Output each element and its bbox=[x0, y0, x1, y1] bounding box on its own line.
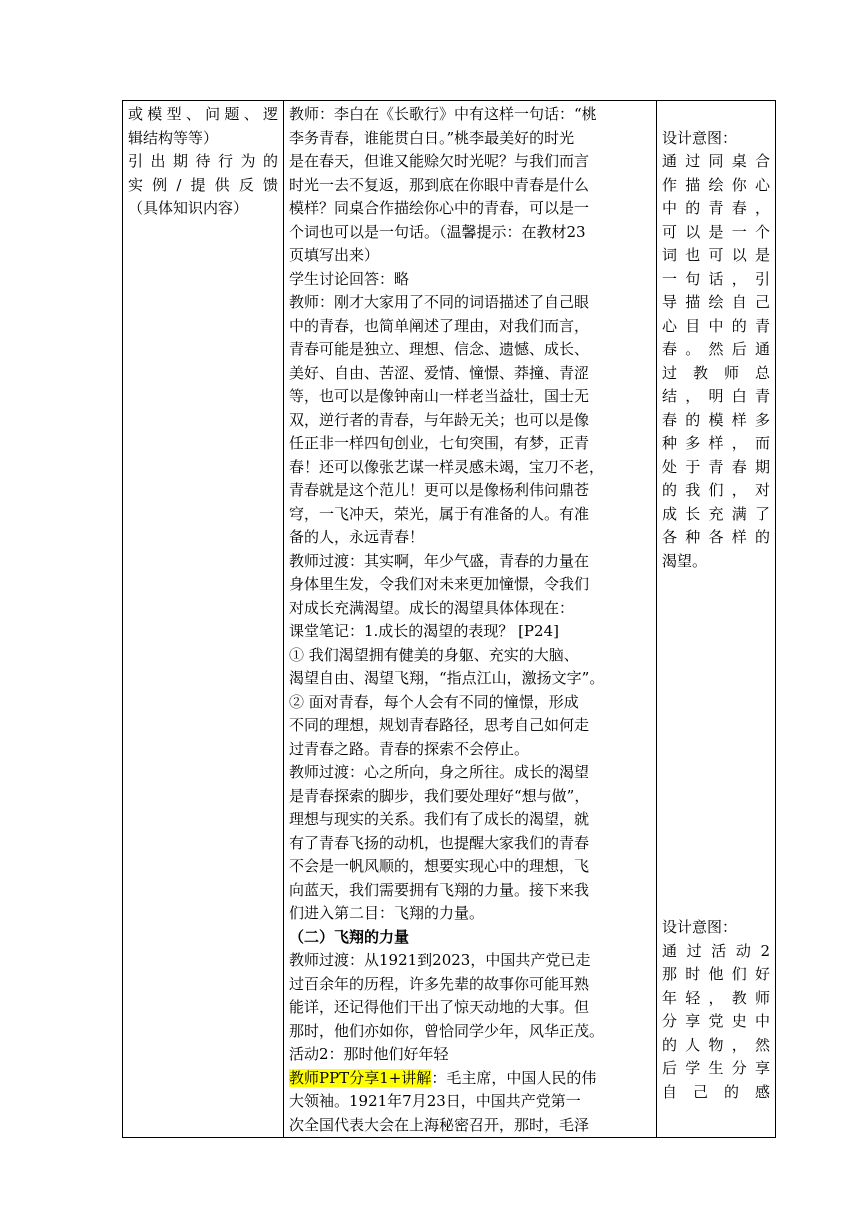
text-line: ② 面对青春，每个人会有不同的憧憬，形成 bbox=[289, 692, 579, 711]
text-line: 可以是一个 bbox=[662, 222, 770, 241]
text-line: 不同的理想，规划青春路径，思考自己如何走 bbox=[289, 716, 590, 734]
text-line: 身体里生发，令我们对未来更加憧憬，令我们 bbox=[289, 575, 590, 593]
text-line: 等，也可以是像钟南山一样老当益壮，国士无 bbox=[289, 387, 590, 405]
text-line: 活动2：那时他们好年轻 bbox=[289, 1045, 449, 1063]
text-line: 成长充满了 bbox=[662, 504, 770, 523]
text-line: 通过活动2 bbox=[662, 941, 770, 960]
text-line: 有了青春飞扬的动机，也提醒大家我们的青春 bbox=[289, 833, 590, 852]
text-line: 词也可以是 bbox=[662, 246, 770, 264]
text-line: 自 己 的 感 bbox=[662, 1082, 770, 1101]
text-line: 中的青春， bbox=[662, 199, 770, 217]
text-line: 实例/提供反馈 bbox=[128, 175, 278, 194]
section-title: （二）飞翔的力量 bbox=[289, 927, 410, 946]
text-line: 处于青春期 bbox=[662, 457, 770, 476]
text-line: 是青春探索的脚步，我们要处理好“想与做”， bbox=[289, 786, 590, 805]
text-line: 穹，一飞冲天，荣光，属于有准备的人。有准 bbox=[289, 504, 590, 523]
text-line: 教师过渡：从1921到2023，中国共产党已走 bbox=[289, 951, 591, 969]
text-line: （具体知识内容） bbox=[128, 199, 249, 217]
text-line: 教师：李白在《长歌行》中有这样一句话：“桃 bbox=[289, 105, 597, 123]
text-line: 的人物，然 bbox=[662, 1035, 770, 1054]
text-line: 过青春之路。青春的探索不会停止。 bbox=[289, 739, 530, 758]
text-line: 作描绘你心 bbox=[662, 175, 770, 194]
design-intent-2 bbox=[662, 916, 770, 1104]
text-line: 引出期待行为的 bbox=[128, 152, 278, 170]
text-line: 渴望。 bbox=[662, 551, 708, 570]
text-line: ① 我们渴望拥有健美的身躯、充实的大脑、 bbox=[289, 645, 579, 664]
text-line: 心目中的青 bbox=[662, 316, 770, 335]
text-line: 青春可能是独立、理想、信念、遗憾、成长、 bbox=[289, 340, 590, 358]
teaching-process-cell bbox=[284, 101, 657, 1138]
activity-text-continued bbox=[289, 1090, 651, 1137]
text-line: 各种各样的 bbox=[662, 528, 770, 546]
text-line: 备的人，永远青春！ bbox=[289, 528, 425, 546]
text-line: 们进入第二目：飞翔的力量。 bbox=[289, 904, 485, 922]
highlight-line bbox=[289, 1067, 651, 1091]
text-line: 过 教 师 总 bbox=[662, 363, 770, 382]
text-line: 通过同桌合 bbox=[662, 152, 770, 170]
text-line: 模样？同桌合作描绘你心中的青春，可以是一 bbox=[289, 199, 590, 217]
design-intent-1 bbox=[662, 127, 770, 574]
text-line: 那时，他们亦如你，曾恰同学少年，风华正茂。 bbox=[289, 1021, 605, 1040]
text-line: 大领袖。1921年7月23日，中国共产党第一 bbox=[289, 1092, 581, 1110]
text-line: 对成长充满渴望。成长的渴望具体体现在： bbox=[289, 598, 575, 617]
objective-cell bbox=[123, 101, 284, 1138]
text-line: 春。然后通 bbox=[662, 340, 770, 358]
text-line: 那时他们好 bbox=[662, 965, 770, 983]
text-line: 分享党史中 bbox=[662, 1012, 770, 1030]
highlight-rest: ：毛主席，中国人民的伟 bbox=[431, 1068, 597, 1087]
text-line: 结，明白青 bbox=[662, 387, 770, 405]
table-row bbox=[123, 101, 776, 1138]
text-line: 页填写出来） bbox=[289, 246, 380, 264]
text-line: 双，逆行者的青春，与年龄无关；也可以是像 bbox=[289, 410, 590, 429]
text-line: 中的青春，也简单阐述了理由，对我们而言， bbox=[289, 316, 590, 335]
text-line: 过百余年的历程，许多先辈的故事你可能耳熟 bbox=[289, 974, 590, 993]
text-line: 年轻，教师 bbox=[662, 988, 770, 1007]
text-line: 次全国代表大会在上海秘密召开，那时，毛泽 bbox=[289, 1115, 590, 1134]
text-line: 向蓝天，我们需要拥有飞翔的力量。接下来我 bbox=[289, 880, 590, 899]
text-line: 渴望自由、渴望飞翔，“指点江山，激扬文字”。 bbox=[289, 669, 605, 687]
text-line: 学生讨论回答：略 bbox=[289, 269, 410, 288]
design-intent-cell bbox=[657, 101, 776, 1138]
text-line: 青春就是这个范儿！更可以是像杨利伟问鼎苍 bbox=[289, 481, 590, 499]
text-line: 春！还可以像张艺谋一样灵感未竭，宝刀不老， bbox=[289, 457, 605, 476]
activity-text bbox=[289, 949, 651, 1067]
text-line: 春的模样多 bbox=[662, 410, 770, 429]
objective-text bbox=[128, 103, 278, 221]
text-line: 种多样，而 bbox=[662, 434, 770, 452]
text-line: 或模型、问题、逻 bbox=[128, 105, 278, 123]
text-line: 个词也可以是一句话。（温馨提示：在教材23 bbox=[289, 222, 586, 241]
text-line: 教师：刚才大家用了不同的词语描述了自己眼 bbox=[289, 293, 590, 311]
text-line: 教师过渡：其实啊，年少气盛，青春的力量在 bbox=[289, 551, 590, 570]
text-line: 能详，还记得他们干出了惊天动地的大事。但 bbox=[289, 998, 590, 1016]
text-line: 后学生分享 bbox=[662, 1059, 770, 1077]
text-line: 美好、自由、苦涩、爱情、憧憬、莽撞、青涩 bbox=[289, 363, 590, 382]
text-line: 导描绘自己 bbox=[662, 293, 770, 311]
text-line: 设计意图： bbox=[662, 128, 738, 147]
text-line: 设计意图： bbox=[662, 918, 738, 936]
text-line: 的我们，对 bbox=[662, 481, 770, 499]
text-line: 理想与现实的关系。我们有了成长的渴望，就 bbox=[289, 810, 590, 828]
teaching-process-text bbox=[289, 103, 651, 926]
text-line: 时光一去不复返，那到底在你眼中青春是什么 bbox=[289, 175, 590, 194]
text-line: 不会是一帆风顺的，想要实现心中的理想，飞 bbox=[289, 857, 590, 875]
text-line: 辑结构等等） bbox=[128, 128, 219, 147]
text-line: 任正非一样四旬创业，七旬突围，有梦，正青 bbox=[289, 434, 590, 452]
text-line: 是在春天，但谁又能赊欠时光呢？与我们而言 bbox=[289, 152, 590, 170]
text-line: 教师过渡：心之所向，身之所往。成长的渴望 bbox=[289, 763, 590, 781]
lesson-plan-table bbox=[122, 100, 776, 1138]
highlighted-label: 教师PPT分享1+讲解 bbox=[289, 1068, 432, 1087]
text-line: 课堂笔记：1.成长的渴望的表现？ [P24] bbox=[289, 622, 559, 640]
text-line: 一句话，引 bbox=[662, 269, 770, 288]
text-line: 李务青春，谁能贯白日。”桃李最美好的时光 bbox=[289, 128, 575, 147]
